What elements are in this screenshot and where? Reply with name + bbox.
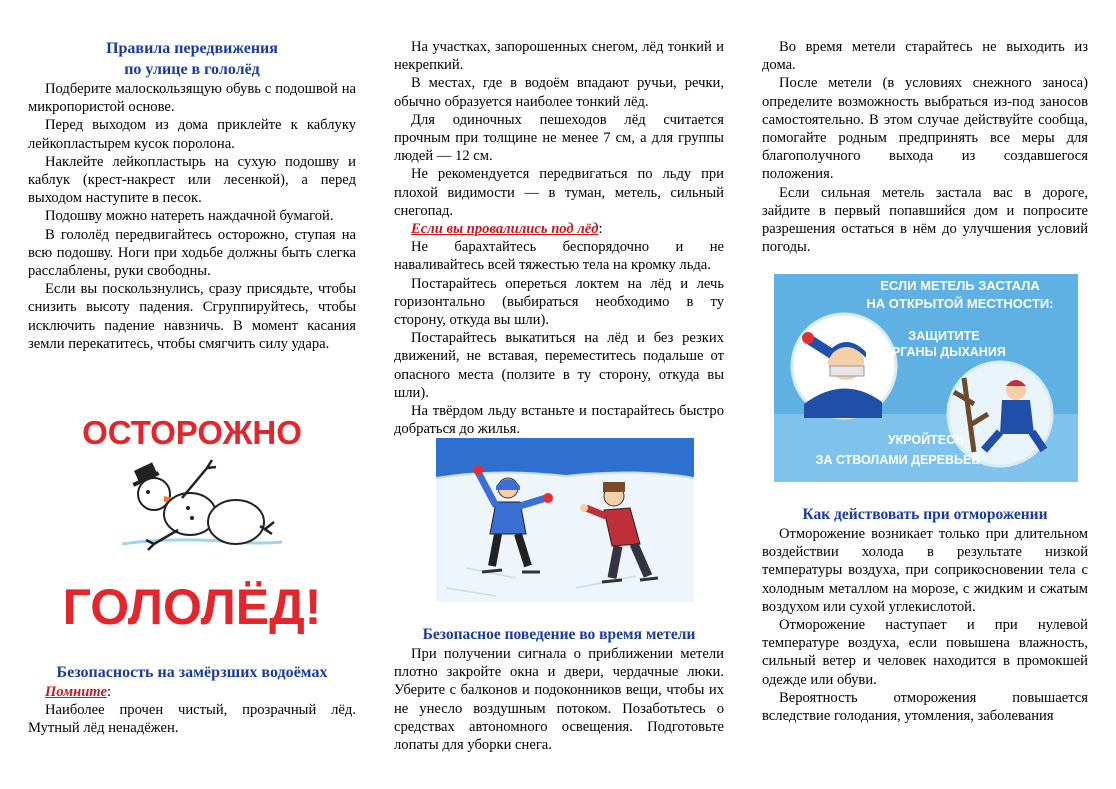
paragraph: Отморожение возникает только при длительном воздействии холода в результате низкой температуры воздуха, при соприкосновении тела с холодным металлом на морозе, с жидким и сжатым воздухом или сухой углекислотой. [762,526,1088,615]
ice-warning-poster [62,412,322,648]
paragraph: Перед выходом из дома приклейте к каблуку лейкопластырем кусок поролона. [28,117,356,152]
column-1 [28,38,356,353]
paragraph: Подошву можно натереть наждачной бумагой. [45,208,334,225]
paragraph: Вероятность отморожения повышается вследствие голодания, утомления, заболевания [762,689,1088,725]
paragraph: В местах, где в водоём впадают ручьи, речки, обычно образуется наиболее тонкий лёд. [394,75,724,110]
frozen-water-title: Безопасность на замёрзших водоёмах [56,664,328,681]
ice-rules-title-line2: по улице в гололёд [124,61,260,78]
paragraph: Не барахтайтесь беспорядочно и не наваливайтесь всей тяжестью тела на кромку льда. [394,239,724,274]
paragraph: Во время метели старайтесь не выходить из дома. [762,39,1088,74]
tip1-line1: ЗАЩИТИТЕ [908,329,980,343]
remind-colon: : [106,684,112,700]
paragraph: В гололёд передвигайтесь осторожно, ступая на всю подошву. Ноги при ходьбе должны быть слегка расслаблены, руки свободны. [28,226,356,280]
frostbite-section [762,504,1088,725]
poster-top-word: ОСТОРОЖНО [82,414,302,451]
skating-children-illustration [436,438,694,602]
paragraph: При получении сигнала о приближении метели плотно закройте окна и двери, чердачные люки. Уберите с балконов и подоконников вещи, чтобы их не унесло воздушным потоком. Позаботьтесь о средствах автономного освещения. Подготовьте лопаты для уборки снега. [394,646,724,754]
tip2-line1: УКРОЙТЕСЬ [887,433,965,447]
remind-line [28,683,356,701]
frostbite-title: Как действовать при отморожении [802,506,1048,523]
fall-through-colon: : [598,221,603,238]
paragraph: Наклейте лейкопластырь на сухую подошву и каблук (крест-накрест или лесенкой), а перед выходом наступите в песок. [28,153,356,207]
ice-rules-title-line1: Правила передвижения [106,40,278,57]
paragraph: Постарайтесь выкатиться на лёд и без резких движений, не вставая, переместитесь подальше от опасного места (ползите в ту сторону, откуда вы шли). [394,330,724,401]
paragraph: Подберите малоскользящую обувь с подошвой на микропористой основе. [28,81,356,116]
blizzard-title: Безопасное поведение во время метели [422,626,696,643]
blizzard-tips-image [774,274,1078,482]
paragraph: Наиболее прочен чистый, прозрачный лёд. Мутный лёд ненадёжен. [28,702,356,737]
fall-through-line [394,220,724,238]
remind-label: Помните [45,684,107,700]
paragraph: Если сильная метель застала вас в дороге, зайдите в первый попавшийся дом и попросите разрешения остаться в нём до улучшения условий погоды. [762,184,1088,256]
paragraph: Отморожение наступает и при нулевой температуре воздуха, если повышена влажность, сильный ветер и человек находится в промокшей одежде или обуви. [762,617,1088,688]
column-2 [394,38,724,438]
storm-heading-line1: ЕСЛИ МЕТЕЛЬ ЗАСТАЛА [880,278,1040,293]
paragraph: Не рекомендуется передвигаться по льду при плохой видимости — в туман, метель, сильный снегопад. [394,166,724,219]
paragraph: На твёрдом льду встаньте и постарайтесь быстро добраться до жилья. [394,403,724,438]
fall-through-label: Если вы провалились под лёд [411,221,599,238]
slipping-snowman-illustration [62,412,322,648]
blizzard-section [394,624,724,754]
paragraph: Для одиночных пешеходов лёд считается прочным при толщине не менее 7 см, а для группы людей — 12 см. [394,111,724,165]
poster-bottom-word: ГОЛОЛЁД! [62,579,322,635]
storm-heading-line2: НА ОТКРЫТОЙ МЕСТНОСТИ: [866,296,1054,311]
paragraph: На участках, запорошенных снегом, лёд тонкий и некрепкий. [394,39,724,74]
tip2-line2: ЗА СТВОЛАМИ ДЕРЕВЬЕВ [815,453,981,467]
frozen-water-section [28,662,356,738]
column-3 [762,38,1088,256]
paragraph: Постарайтесь опереться локтем на лёд и лечь горизонтально (выбираться необходимо в ту сторону, откуда вы шли). [394,275,724,329]
paragraph: Если вы поскользнулись, сразу присядьте, чтобы снизить высоту падения. Сгруппируйтесь, чтобы исключить падение навзничь. В момент касания земли перекатитесь, чтобы смягчить силу удара. [28,281,356,352]
tip1-line2: ОРГАНЫ ДЫХАНИЯ [882,345,1006,359]
paragraph: После метели (в условиях снежного заноса) определите возможность выбраться из-под заносов самостоятельно. В этом случае действуйте сообща, помогайте родным предпринять все меры для благополучного выхода из создавшегося положения. [762,75,1088,183]
